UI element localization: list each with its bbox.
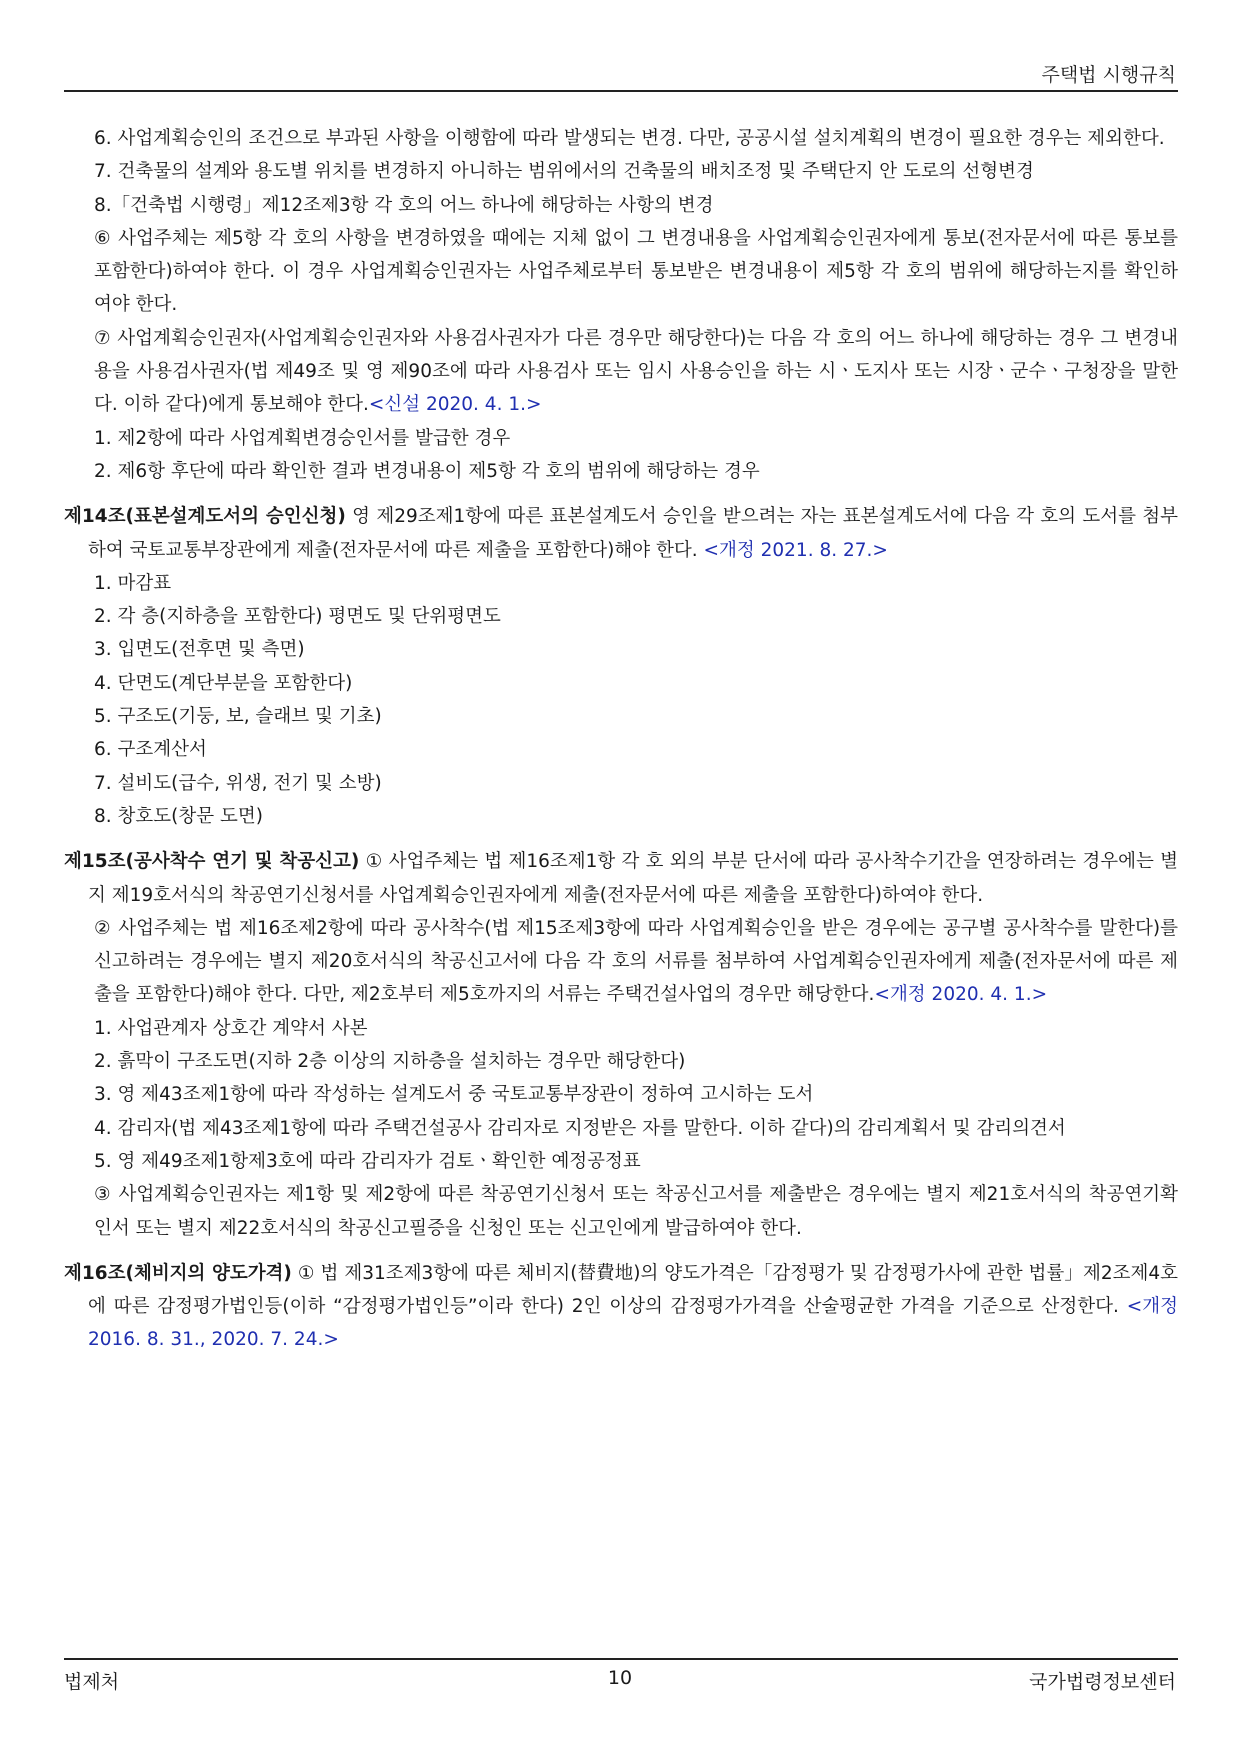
article-14-item: 5. 구조도(기둥, 보, 슬래브 및 기초)	[94, 706, 382, 728]
article-14	[64, 500, 1178, 567]
article-15-paragraph-3: ③ 사업계획승인권자는 제1항 및 제2항에 따른 착공연기신청서 또는 착공신고서를 제출받은 경우에는 별지 제21호서식의 착공연기확인서 또는 별지 제22호서식의 착공신고필증을 신청인 또는 신고인에게 발급하여야 한다.	[94, 1184, 1178, 1239]
clause-item-6: 6. 사업계획승인의 조건으로 부과된 사항을 이행함에 따라 발생되는 변경. 다만, 공공시설 설치계획의 변경이 필요한 경우는 제외한다.	[94, 128, 1165, 149]
article-15-heading: 제15조(공사착수 연기 및 착공신고)	[64, 851, 360, 873]
footer-publisher: 법제처	[64, 1671, 120, 1693]
clause-item-7: 7. 건축물의 설계와 용도별 위치를 변경하지 아니하는 범위에서의 건축물의 배치조정 및 주택단지 안 도로의 선형변경	[94, 161, 1034, 183]
article-15-paragraph-2	[64, 912, 1178, 1012]
footer-divider	[64, 1658, 1178, 1660]
article-15-item: 3. 영 제43조제1항에 따라 작성하는 설계도서 중 국토교통부장관이 정하여 고시하는 도서	[94, 1084, 814, 1106]
article-15-item: 1. 사업관계자 상호간 계약서 사본	[94, 1017, 368, 1039]
article-15	[64, 845, 1178, 912]
article-15-item: 2. 흙막이 구조도면(지하 2층 이상의 지하층을 설치하는 경우만 해당한다)	[94, 1051, 686, 1073]
article-14-item: 4. 단면도(계단부분을 포함한다)	[94, 672, 353, 694]
amendment-note: <개정 2021. 8. 27.>	[703, 539, 888, 561]
page-header: 주택법 시행규칙	[1041, 64, 1176, 86]
header-divider	[64, 90, 1178, 92]
document-body	[64, 122, 1178, 1357]
article-14-item: 1. 마감표	[94, 572, 172, 594]
article-15-item: 5. 영 제49조제1항제3호에 따라 감리자가 검토ㆍ확인한 예정공정표	[94, 1150, 641, 1172]
clause-item-8: 8.「건축법 시행령」제12조제3항 각 호의 어느 하나에 해당하는 사항의 변경	[94, 194, 714, 216]
article-14-item: 7. 설비도(급수, 위생, 전기 및 소방)	[94, 772, 382, 794]
amendment-note: <신설 2020. 4. 1.>	[368, 394, 542, 416]
paragraph-7-item-2: 2. 제6항 후단에 따라 확인한 결과 변경내용이 제5항 각 호의 범위에 해당하는 경우	[94, 460, 760, 482]
article-14-item: 6. 구조계산서	[94, 739, 207, 761]
article-14-body: 영 제29조제1항에 따른 표본설계도서 승인을 받으려는 자는 표본설계도서에 다음 각 호의 도서를 첨부하여 국토교통부장관에게 제출(전자문서에 따른 제출을 포함한다)해야 한다.	[88, 506, 1179, 561]
article-14-item: 3. 입면도(전후면 및 측면)	[94, 639, 305, 661]
article-14-heading: 제14조(표본설계도서의 승인신청)	[64, 506, 346, 528]
article-15-body: ① 사업주체는 법 제16조제1항 각 호 외의 부분 단서에 따라 공사착수기간을 연장하려는 경우에는 별지 제19호서식의 착공연기신청서를 사업계획승인권자에게 제출(전자문서에 따른 제출을 포함한다)하여야 한다.	[88, 851, 1179, 906]
article-15-item: 4. 감리자(법 제43조제1항에 따라 주택건설공사 감리자로 지정받은 자를 말한다. 이하 같다)의 감리계획서 및 감리의견서	[94, 1117, 1066, 1139]
amendment-note: <개정 2016. 8. 31., 2020. 7. 24.>	[88, 1296, 1178, 1351]
paragraph-7	[64, 322, 1178, 422]
article-16-body: ① 법 제31조제3항에 따른 체비지(替費地)의 양도가격은「감정평가 및 감정평가사에 관한 법률」제2조제4호에 따른 감정평가법인등(이하 “감정평가법인등”이라 한다) 2인 이상의 감정평가가격을 산술평균한 가격을 기준으로 산정한다.	[88, 1262, 1178, 1318]
page-number: 10	[607, 1667, 633, 1689]
article-16-heading: 제16조(체비지의 양도가격)	[64, 1262, 292, 1284]
paragraph-6: ⑥ 사업주체는 제5항 각 호의 사항을 변경하였을 때에는 지체 없이 그 변경내용을 사업계획승인권자에게 통보(전자문서에 따른 통보를 포함한다)하여야 한다. 이 경우 사업계획승인권자는 사업주체로부터 통보받은 변경내용이 제5항 각 호의 범위에 해당하는지를 확인하여야 한다.	[94, 227, 1178, 316]
article-16	[64, 1257, 1178, 1357]
paragraph-2-text: ② 사업주체는 법 제16조제2항에 따라 공사착수(법 제15조제3항에 따라 사업계획승인을 받은 경우에는 공구별 공사착수를 말한다)를 신고하려는 경우에는 별지 제20호서식의 착공신고서에 다음 각 호의 서류를 첨부하여 사업계획승인권자에게 제출(전자문서에 따른 제출을 포함한다)해야 한다. 다만, 제2호부터 제5호까지의 서류는 주택건설사업의 경우만 해당한다.	[94, 917, 1178, 1006]
paragraph-7-text: ⑦ 사업계획승인권자(사업계획승인권자와 사용검사권자가 다른 경우만 해당한다)는 다음 각 호의 어느 하나에 해당하는 경우 그 변경내용을 사용검사권자(법 제49조 및 영 제90조에 따라 사용검사 또는 임시 사용승인을 하는 시ㆍ도지사 또는 시장ㆍ군수ㆍ구청장을 말한다. 이하 같다)에게 통보해야 한다.	[94, 327, 1178, 416]
article-14-item: 8. 창호도(창문 도면)	[94, 805, 263, 827]
article-14-item: 2. 각 층(지하층을 포함한다) 평면도 및 단위평면도	[94, 606, 501, 628]
amendment-note: <개정 2020. 4. 1.>	[874, 984, 1048, 1006]
paragraph-7-item-1: 1. 제2항에 따라 사업계획변경승인서를 발급한 경우	[94, 427, 511, 449]
footer-source: 국가법령정보센터	[1029, 1671, 1176, 1693]
